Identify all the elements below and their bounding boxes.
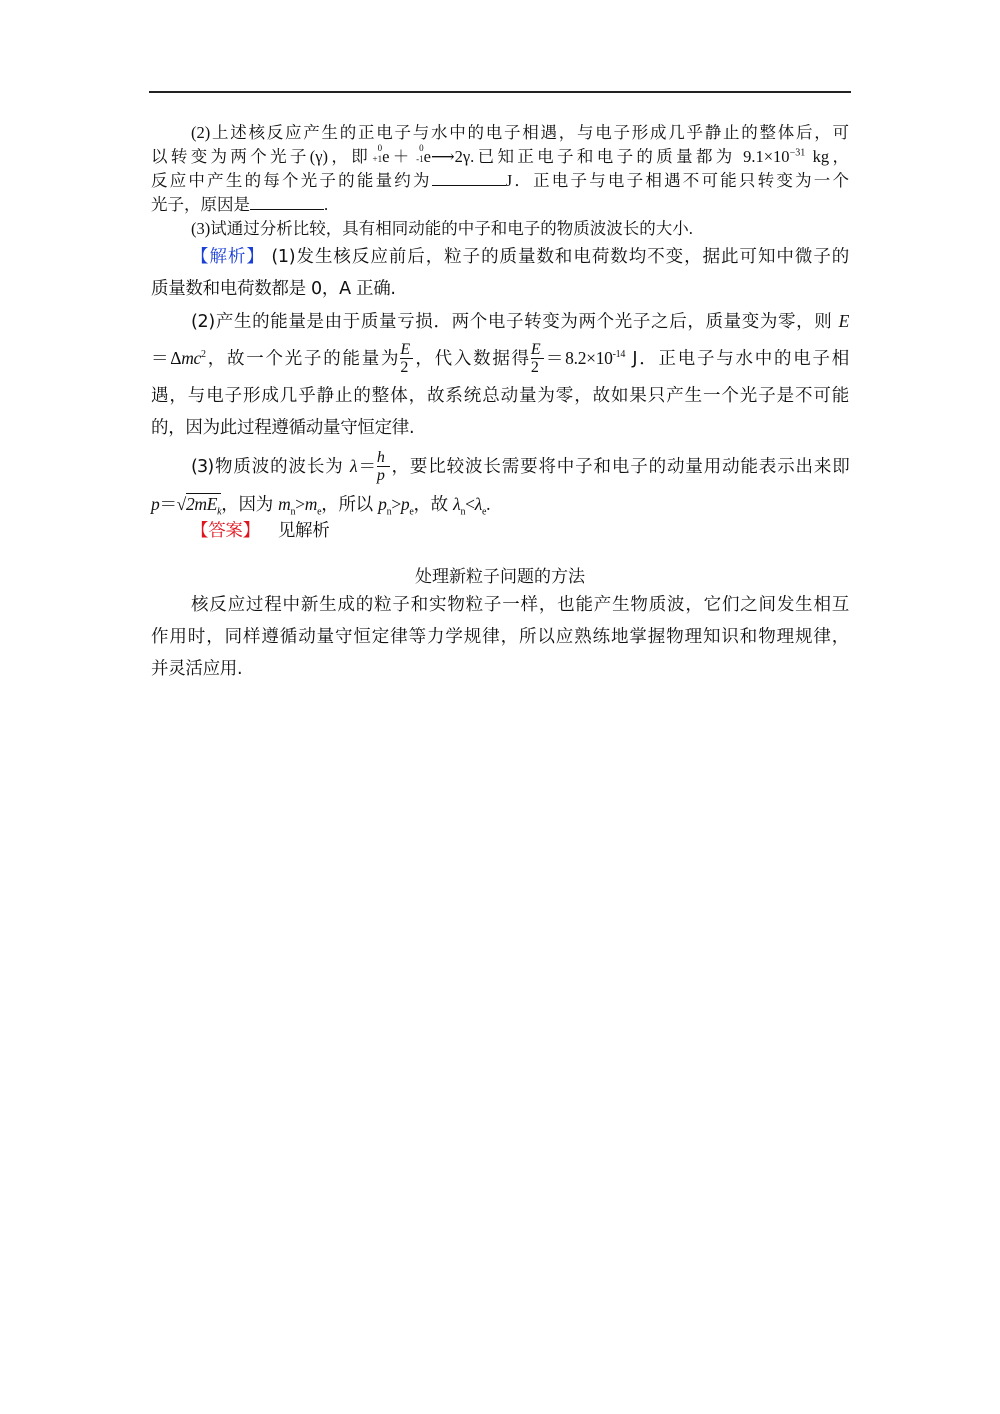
- var: p: [151, 494, 160, 514]
- answer-blank: [432, 171, 506, 186]
- sqrt-icon: √: [176, 494, 186, 514]
- answer-blank: [250, 195, 324, 210]
- text: 光子，原因是: [151, 195, 250, 214]
- answer-tag: 【答案】: [191, 521, 260, 541]
- numerator: h: [377, 450, 390, 467]
- exponent: 2: [201, 349, 206, 361]
- analysis-line: [151, 309, 849, 333]
- text: 反应中产生的每个光子的能量约为: [151, 171, 432, 190]
- text: ＝: [356, 456, 377, 476]
- text: 2mE: [185, 494, 218, 514]
- denominator: 2: [400, 359, 409, 376]
- text: 以转变为两个光子(γ)，即: [151, 147, 372, 166]
- subscript: e: [482, 506, 487, 518]
- fraction-e-over-2: [400, 341, 413, 376]
- sqrt-expression: [185, 493, 222, 518]
- text: (2)产生的能量是由于质量亏损．两个电子转变为两个光子之后，质量变为零，则: [191, 312, 839, 332]
- text: 作用时，同样遵循动量守恒定律等力学规律，所以应熟练地掌握物理知识和物理规律，: [151, 627, 849, 647]
- question-line: [151, 217, 849, 241]
- text: .: [324, 195, 329, 214]
- var: p: [378, 494, 387, 514]
- text: e: [382, 147, 390, 166]
- analysis-line: [151, 341, 850, 376]
- text: kg，: [805, 147, 850, 166]
- exponent: −31: [789, 147, 806, 159]
- text: 质量数和电荷数都是 0，A 正确.: [151, 279, 396, 299]
- text: ，因为: [221, 495, 279, 515]
- denominator: p: [376, 467, 385, 484]
- fraction-e-over-2: [530, 341, 544, 376]
- method-line: [151, 593, 849, 617]
- charge-number: +1: [372, 154, 383, 164]
- method-line: [151, 657, 849, 681]
- question-line: [151, 145, 849, 169]
- analysis-line: [151, 492, 849, 516]
- numerator: E: [531, 342, 544, 359]
- denominator: 2: [530, 359, 539, 376]
- var: m: [304, 494, 318, 514]
- analysis-tag: 【解析】: [191, 247, 265, 267]
- text: >: [391, 494, 401, 514]
- text: .: [486, 494, 491, 514]
- text: ＝Δ: [151, 348, 182, 368]
- text: (1)发生核反应前后，粒子的质量数和电荷数均不变，据此可知中微子的: [264, 247, 849, 267]
- subscript: k: [217, 506, 222, 518]
- text: e: [423, 147, 431, 166]
- var: m: [278, 494, 291, 514]
- mass-number: 0: [377, 143, 383, 153]
- answer-text: 见解析: [277, 521, 330, 541]
- text: ，故: [413, 495, 454, 515]
- subscript: n: [386, 506, 392, 518]
- subscript: n: [290, 506, 296, 518]
- subscript: e: [409, 506, 414, 518]
- text: ＋: [389, 147, 413, 166]
- var: p: [400, 494, 410, 514]
- text: ，代入数据得: [413, 349, 531, 369]
- text: ⟶2γ.已知正电子和电子的质量都为 9.1×10: [430, 147, 790, 166]
- exponent: -14: [612, 349, 626, 361]
- nuclide-positron: [371, 143, 383, 164]
- text: ，故一个光子的能量为: [205, 349, 401, 369]
- subscript: n: [460, 506, 466, 518]
- text: <: [465, 494, 475, 514]
- analysis-line: [151, 245, 849, 269]
- method-line: [151, 625, 849, 649]
- text: 的，因为此过程遵循动量守恒定律.: [151, 418, 415, 438]
- charge-number: -1: [416, 154, 424, 164]
- header-rule: [149, 91, 851, 93]
- text: ，所以: [321, 495, 379, 515]
- text: 并灵活应用.: [151, 659, 243, 679]
- text: J．正电子与电子相遇不可能只转变为一个: [505, 171, 850, 190]
- question-line: [151, 121, 849, 145]
- numerator: E: [400, 342, 413, 359]
- nuclide-electron: [413, 143, 424, 164]
- var: λ: [453, 494, 461, 514]
- mass-number: 0: [419, 143, 424, 153]
- text: 核反应过程中新生成的粒子和实物粒子一样，也能产生物质波，它们之间发生相互: [191, 595, 849, 615]
- text: ，要比较波长需要将中子和电子的动量用动能表示出来即: [389, 457, 849, 477]
- text: ＝: [159, 494, 177, 514]
- text: >: [295, 494, 305, 514]
- text: 遇，与电子形成几乎静止的整体，故系统总动量为零，故如果只产生一个光子是不可能: [151, 386, 849, 406]
- analysis-line: [151, 416, 849, 440]
- text: ＝8.2×10: [543, 348, 613, 368]
- subscript: e: [317, 506, 322, 518]
- text: (2)上述核反应产生的正电子与水中的电子相遇，与电子形成几乎静止的整体后，可: [191, 123, 849, 142]
- question-line: [151, 169, 849, 193]
- text: (3)物质波的波长为: [191, 457, 351, 477]
- var: λ: [474, 494, 482, 514]
- analysis-line: [151, 277, 849, 301]
- fraction-h-over-p: [376, 449, 390, 484]
- var: λ: [350, 456, 357, 476]
- analysis-line: [151, 449, 849, 484]
- text: J．正电子与水中的电子相: [625, 349, 850, 369]
- analysis-line: [151, 384, 849, 408]
- var: mc: [181, 348, 202, 368]
- text: (3)试通过分析比较，具有相同动能的中子和电子的物质波波长的大小.: [191, 219, 693, 238]
- var: E: [838, 311, 849, 331]
- section-title: 处理新粒子问题的方法: [415, 567, 585, 587]
- question-line: [151, 193, 849, 217]
- answer-line: [151, 519, 849, 543]
